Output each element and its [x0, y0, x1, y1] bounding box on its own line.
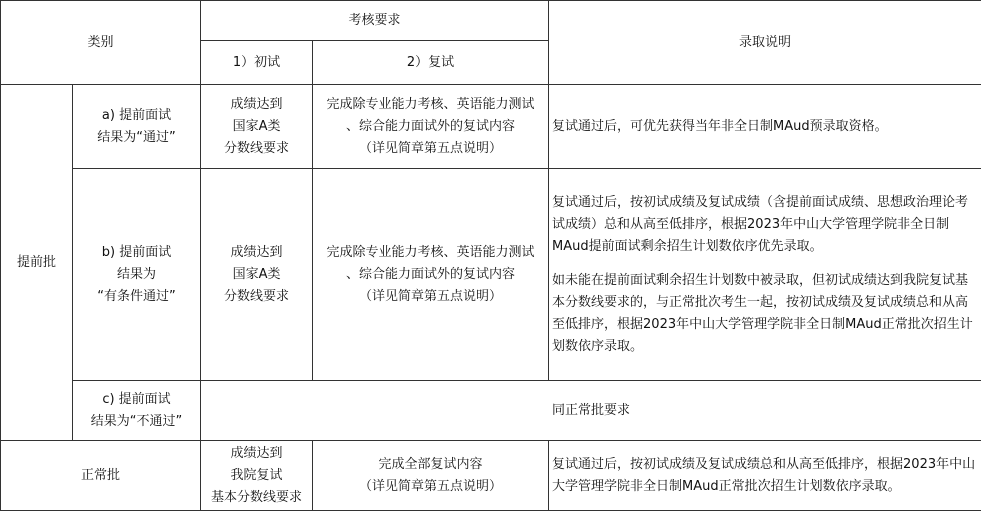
requirement-line: 国家A类: [232, 118, 281, 134]
first-exam-requirement-a: [201, 85, 313, 169]
requirement-line: 成绩达到: [230, 244, 283, 260]
table-row: [1, 381, 981, 441]
requirement-line: 我院复试: [230, 467, 283, 483]
note-paragraph: 如未能在提前面试剩余招生计划数中被录取，但初试成绩达到我院复试基本分数线要求的，与正常批次考生一起，按初试成绩及复试成绩总和从高至低排序，根据2023年中山大学管理学院非全日制MAud正常批次招生计划数依序录取。: [552, 272, 973, 354]
requirement-line: 基本分数线要求: [211, 489, 303, 505]
early-subcategory-a: [73, 85, 201, 169]
table-row: [1, 85, 981, 169]
admission-note-normal: [549, 441, 981, 511]
subcategory-line: c) 提前面试: [102, 391, 171, 407]
requirement-line: （详见简章第五点说明）: [359, 288, 503, 304]
normal-batch-label: 正常批: [1, 441, 201, 511]
second-exam-requirement-b: [313, 169, 549, 381]
note-paragraph: 复试通过后，按初试成绩及复试成绩（含提前面试成绩、思想政治理论考试成绩）总和从高至低排序，根据2023年中山大学管理学院非全日制MAud提前面试剩余招生计划数依序优先录取。: [552, 194, 969, 254]
subcategory-line: 结果为“不通过”: [90, 413, 183, 429]
second-exam-requirement-normal: [313, 441, 549, 511]
admission-note-a: [549, 85, 981, 169]
subcategory-line: 结果为“通过”: [97, 129, 176, 145]
requirement-line: 分数线要求: [224, 140, 290, 156]
requirement-line: 完成全部复试内容: [378, 456, 483, 472]
admission-note-b: [549, 169, 981, 381]
requirement-line: 、综合能力面试外的复试内容: [346, 266, 516, 282]
table-row: [1, 169, 981, 381]
first-exam-requirement-normal: [201, 441, 313, 511]
early-batch-label: 提前批: [1, 85, 73, 441]
subcategory-line: 结果为: [117, 266, 157, 282]
header-second-exam: 2）复试: [313, 41, 549, 85]
early-subcategory-c: [73, 381, 201, 441]
header-category: 类别: [1, 1, 201, 85]
requirement-line: 国家A类: [232, 266, 281, 282]
requirement-line: 、综合能力面试外的复试内容: [346, 118, 516, 134]
requirement-line: （详见简章第五点说明）: [359, 478, 503, 494]
early-subcategory-b: [73, 169, 201, 381]
note-paragraph: 复试通过后，可优先获得当年非全日制MAud预录取资格。: [552, 118, 888, 134]
second-exam-requirement-a: [313, 85, 549, 169]
header-admission-notes: 录取说明: [549, 1, 981, 85]
requirement-line: 分数线要求: [224, 288, 290, 304]
requirement-line: 成绩达到: [230, 445, 283, 461]
note-paragraph: 复试通过后，按初试成绩及复试成绩总和从高至低排序，根据2023年中山大学管理学院非全日制MAud正常批次招生计划数依序录取。: [552, 456, 976, 494]
table-row: [1, 441, 981, 511]
requirement-line: 完成除专业能力考核、英语能力测试: [326, 96, 535, 112]
subcategory-line: b) 提前面试: [101, 244, 172, 260]
requirement-line: （详见简章第五点说明）: [359, 140, 503, 156]
first-exam-requirement-b: [201, 169, 313, 381]
requirement-line: 成绩达到: [230, 96, 283, 112]
header-first-exam: 1）初试: [201, 41, 313, 85]
subcategory-line: “有条件通过”: [97, 288, 176, 304]
requirement-line: 完成除专业能力考核、英语能力测试: [326, 244, 535, 260]
subcategory-line: a) 提前面试: [101, 107, 172, 123]
same-as-normal-requirement: 同正常批要求: [201, 381, 981, 441]
header-exam-requirements: 考核要求: [201, 1, 549, 41]
